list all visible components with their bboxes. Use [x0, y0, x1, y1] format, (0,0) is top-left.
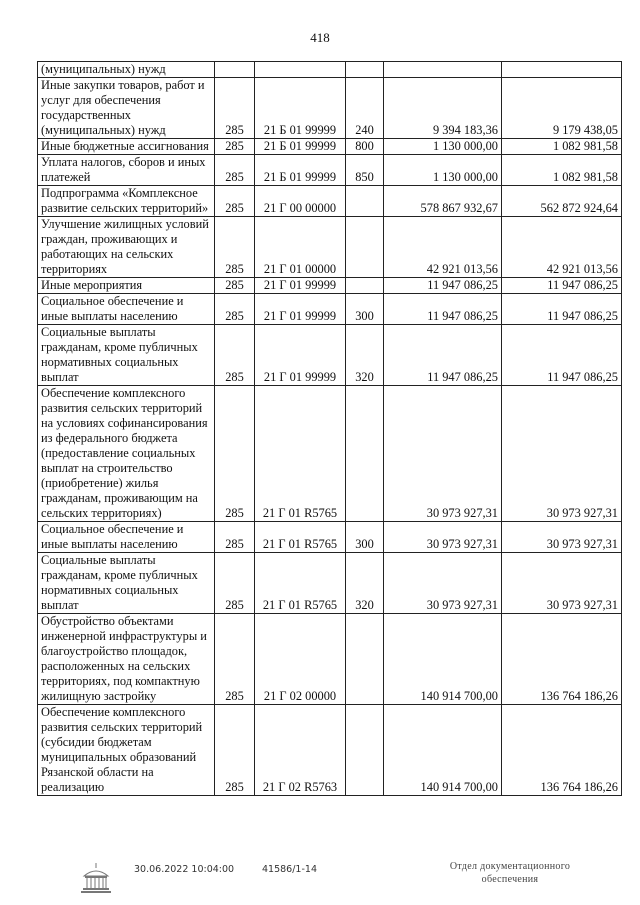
row-amount-executed: 30 973 927,31 — [502, 522, 622, 553]
table-row — [38, 386, 622, 522]
row-name: Уплата налогов, сборов и иных платежей — [38, 155, 215, 186]
row-name: Обеспечение комплексного развития сельских территорий на условиях софинансирования из федерального бюджета (предоставление социальных выплат на строительство (приобретение) жилья гражданам, проживающим на сельских территориях) — [38, 386, 215, 522]
table-row — [38, 78, 622, 139]
row-expense-type: 800 — [346, 139, 384, 155]
row-name: (муниципальных) нужд — [38, 62, 215, 78]
row-amount-executed: 11 947 086,25 — [502, 325, 622, 386]
row-amount-executed: 30 973 927,31 — [502, 553, 622, 614]
row-amount-planned: 11 947 086,25 — [384, 294, 502, 325]
row-target-code: 21 Г 01 R5765 — [255, 386, 346, 522]
row-grbs: 285 — [215, 294, 255, 325]
row-amount-executed: 30 973 927,31 — [502, 386, 622, 522]
row-name: Социальные выплаты гражданам, кроме публичных нормативных социальных выплат — [38, 553, 215, 614]
row-amount-planned: 42 921 013,56 — [384, 217, 502, 278]
table-row — [38, 294, 622, 325]
row-amount-planned: 140 914 700,00 — [384, 614, 502, 705]
row-amount-executed: 9 179 438,05 — [502, 78, 622, 139]
row-grbs: 285 — [215, 155, 255, 186]
row-grbs — [215, 62, 255, 78]
row-expense-type — [346, 705, 384, 796]
row-name: Улучшение жилищных условий граждан, проживающих и работающих на сельских территориях — [38, 217, 215, 278]
page-footer — [0, 860, 640, 900]
row-grbs: 285 — [215, 614, 255, 705]
row-amount-planned: 11 947 086,25 — [384, 325, 502, 386]
budget-table-body — [38, 62, 622, 796]
row-amount-planned: 140 914 700,00 — [384, 705, 502, 796]
row-grbs: 285 — [215, 386, 255, 522]
row-expense-type — [346, 62, 384, 78]
row-amount-executed: 136 764 186,26 — [502, 705, 622, 796]
row-expense-type — [346, 186, 384, 217]
table-row — [38, 186, 622, 217]
table-row — [38, 522, 622, 553]
row-name: Социальные выплаты гражданам, кроме публичных нормативных социальных выплат — [38, 325, 215, 386]
row-amount-executed: 1 082 981,58 — [502, 139, 622, 155]
row-amount-planned: 30 973 927,31 — [384, 553, 502, 614]
row-target-code: 21 Г 02 00000 — [255, 614, 346, 705]
row-name: Обустройство объектами инженерной инфраструктуры и благоустройство площадок, расположенных на сельских территориях, под компактную жилищную застройку — [38, 614, 215, 705]
row-target-code: 21 Г 01 R5765 — [255, 522, 346, 553]
row-grbs: 285 — [215, 553, 255, 614]
footer-stamp: Отдел документационного обеспечения — [449, 861, 571, 885]
footer-doc-number: 41586/1-14 — [262, 864, 317, 875]
row-grbs: 285 — [215, 186, 255, 217]
row-amount-executed: 1 082 981,58 — [502, 155, 622, 186]
row-target-code: 21 Г 00 00000 — [255, 186, 346, 217]
row-target-code: 21 Б 01 99999 — [255, 78, 346, 139]
row-expense-type — [346, 614, 384, 705]
row-expense-type — [346, 278, 384, 294]
row-target-code: 21 Г 01 99999 — [255, 294, 346, 325]
table-row — [38, 217, 622, 278]
row-target-code: 21 Г 02 R5763 — [255, 705, 346, 796]
row-grbs: 285 — [215, 522, 255, 553]
table-row — [38, 705, 622, 796]
row-grbs: 285 — [215, 78, 255, 139]
row-name: Подпрограмма «Комплексное развитие сельских территорий» — [38, 186, 215, 217]
row-target-code: 21 Г 01 R5765 — [255, 553, 346, 614]
row-grbs: 285 — [215, 325, 255, 386]
table-row — [38, 155, 622, 186]
row-amount-planned: 30 973 927,31 — [384, 522, 502, 553]
row-target-code: 21 Г 01 99999 — [255, 278, 346, 294]
budget-table — [37, 61, 622, 796]
row-amount-planned: 30 973 927,31 — [384, 386, 502, 522]
row-target-code — [255, 62, 346, 78]
row-expense-type — [346, 386, 384, 522]
row-grbs: 285 — [215, 217, 255, 278]
row-name: Социальное обеспечение и иные выплаты населению — [38, 522, 215, 553]
row-target-code: 21 Г 01 99999 — [255, 325, 346, 386]
row-amount-planned: 9 394 183,36 — [384, 78, 502, 139]
row-amount-planned — [384, 62, 502, 78]
row-grbs: 285 — [215, 139, 255, 155]
row-amount-planned: 11 947 086,25 — [384, 278, 502, 294]
footer-datetime: 30.06.2022 10:04:00 — [134, 864, 235, 875]
row-expense-type: 320 — [346, 325, 384, 386]
row-amount-executed — [502, 62, 622, 78]
row-amount-executed: 562 872 924,64 — [502, 186, 622, 217]
row-expense-type: 320 — [346, 553, 384, 614]
row-expense-type: 300 — [346, 522, 384, 553]
row-grbs: 285 — [215, 278, 255, 294]
table-row — [38, 278, 622, 294]
row-amount-executed: 42 921 013,56 — [502, 217, 622, 278]
table-row — [38, 325, 622, 386]
row-target-code: 21 Б 01 99999 — [255, 155, 346, 186]
table-row — [38, 62, 622, 78]
row-name: Обеспечение комплексного развития сельских территорий (субсидии бюджетам муниципальных образований Рязанской области на реализацию — [38, 705, 215, 796]
row-amount-executed: 136 764 186,26 — [502, 614, 622, 705]
table-row — [38, 553, 622, 614]
page-number: 418 — [310, 30, 330, 45]
row-amount-executed: 11 947 086,25 — [502, 278, 622, 294]
table-row — [38, 614, 622, 705]
row-name: Иные бюджетные ассигнования — [38, 139, 215, 155]
row-name: Иные мероприятия — [38, 278, 215, 294]
row-name: Социальное обеспечение и иные выплаты населению — [38, 294, 215, 325]
row-expense-type: 240 — [346, 78, 384, 139]
row-target-code: 21 Г 01 00000 — [255, 217, 346, 278]
row-grbs: 285 — [215, 705, 255, 796]
row-amount-executed: 11 947 086,25 — [502, 294, 622, 325]
row-expense-type — [346, 217, 384, 278]
row-amount-planned: 578 867 932,67 — [384, 186, 502, 217]
row-expense-type: 850 — [346, 155, 384, 186]
row-expense-type: 300 — [346, 294, 384, 325]
row-target-code: 21 Б 01 99999 — [255, 139, 346, 155]
building-logo-icon — [78, 860, 114, 898]
table-row — [38, 139, 622, 155]
row-amount-planned: 1 130 000,00 — [384, 139, 502, 155]
row-name: Иные закупки товаров, работ и услуг для обеспечения государственных (муниципальных) нужд — [38, 78, 215, 139]
row-amount-planned: 1 130 000,00 — [384, 155, 502, 186]
